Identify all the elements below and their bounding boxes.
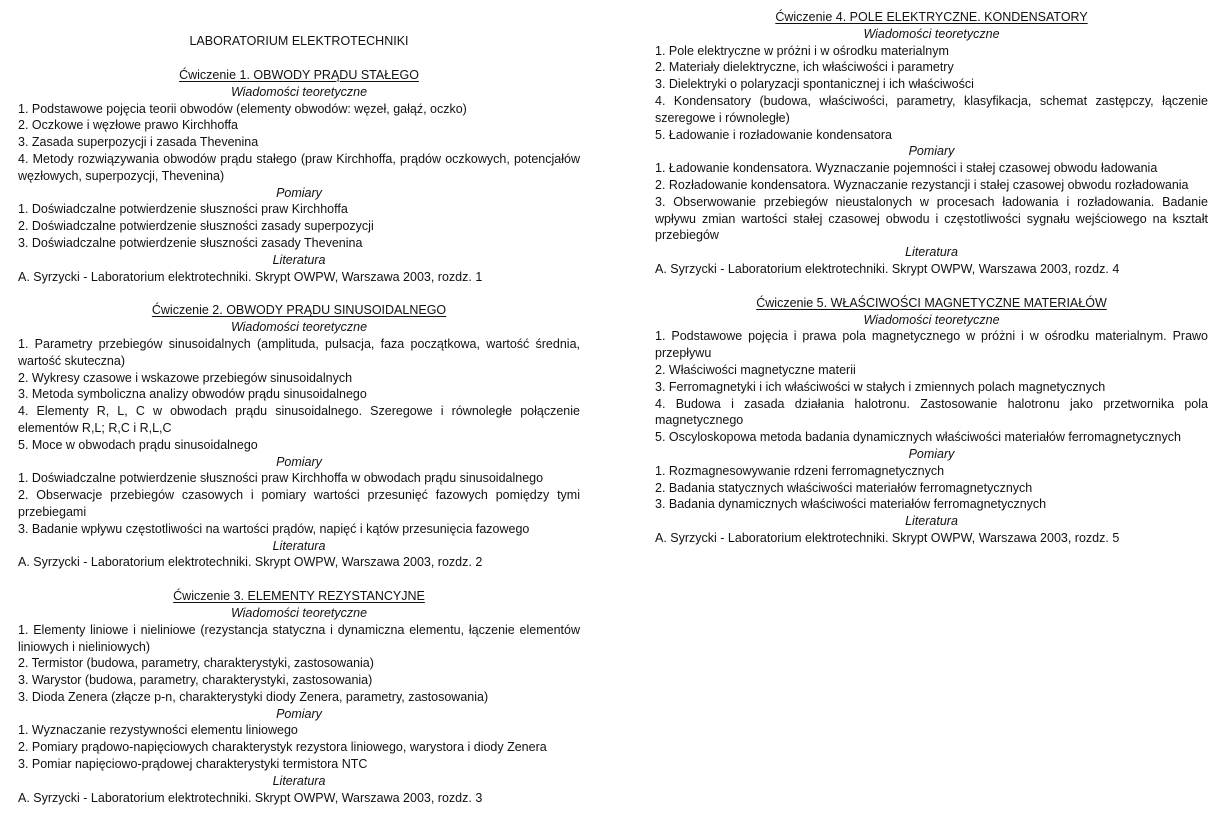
exercise-3-theory-item: 1. Elementy liniowe i nieliniowe (rezystancja statyczna i dynamiczna elementu, łączenie elementów liniowych i nieliniowych) bbox=[18, 622, 580, 654]
exercise-4-literature: A. Syrzycki - Laboratorium elektrotechniki. Skrypt OWPW, Warszawa 2003, rozdz. 4 bbox=[655, 261, 1120, 276]
exercise-4-theory-item: 4. Kondensatory (budowa, właściwości, parametry, klasyfikacja, schemat zastępczy, łączenie szeregowe i równoległe) bbox=[655, 93, 1208, 125]
exercise-1-theory-header: Wiadomości teoretyczne bbox=[230, 84, 368, 99]
exercise-3-measure-item: 1. Wyznaczanie rezystywności elementu liniowego bbox=[18, 723, 298, 738]
exercise-5-measure-item: 2. Badania statycznych właściwości materiałów ferromagnetycznych bbox=[655, 480, 1033, 495]
exercise-4-measure-item: 1. Ładowanie kondensatora. Wyznaczanie pojemności i stałej czasowej obwodu ładowania bbox=[655, 161, 1158, 176]
exercise-4-theory-header: Wiadomości teoretyczne bbox=[863, 26, 1000, 41]
exercise-2-theory-item: 2. Wykresy czasowe i wskazowe przebiegów sinusoidalnych bbox=[18, 370, 353, 385]
exercise-2-measure-item: 2. Obserwacje przebiegów czasowych i pomiary wartości przesunięć fazowych pomiędzy tymi przebiegami bbox=[18, 488, 580, 519]
exercise-5-theory-item: 1. Podstawowe pojęcia i prawa pola magnetycznego w próżni i w ośrodku materialnym. Prawo przepływu bbox=[655, 329, 1208, 361]
exercise-1-title: Ćwiczenie 1. OBWODY PRĄDU STAŁEGO bbox=[179, 68, 419, 82]
exercise-1-measure-header: Pomiary bbox=[276, 185, 322, 200]
exercise-1-theory-item: 2. Oczkowe i węzłowe prawo Kirchhoffa bbox=[18, 118, 239, 133]
exercise-3 bbox=[18, 588, 580, 806]
exercise-1 bbox=[18, 67, 580, 285]
exercise-3-theory-item: 3. Dioda Zenera (złącze p-n, charakterystyki diody Zenera, parametry, zastosowania) bbox=[18, 689, 489, 704]
exercise-2-literature-header: Literatura bbox=[272, 538, 326, 553]
exercise-4-literature-header: Literatura bbox=[905, 245, 958, 260]
exercise-5 bbox=[655, 295, 1208, 547]
exercise-1-measure-item: 3. Doświadczalne potwierdzenie słuszności zasady Thevenina bbox=[18, 235, 363, 250]
exercise-2-title: Ćwiczenie 2. OBWODY PRĄDU SINUSOIDALNEGO bbox=[151, 303, 447, 318]
exercise-2-literature: A. Syrzycki - Laboratorium elektrotechniki. Skrypt OWPW, Warszawa 2003, rozdz. 2 bbox=[18, 555, 483, 570]
exercise-3-measure-header: Pomiary bbox=[276, 706, 322, 721]
exercise-3-measure-item: 2. Pomiary prądowo-napięciowych charakterystyk rezystora liniowego, warystora i diody Zenera bbox=[18, 740, 547, 755]
exercise-5-theory-header: Wiadomości teoretyczne bbox=[863, 312, 1000, 327]
exercise-5-literature-header: Literatura bbox=[905, 514, 958, 529]
exercise-4-theory-item: 3. Dielektryki o polaryzacji spontanicznej i ich właściwości bbox=[655, 77, 974, 92]
exercise-2-theory-header: Wiadomości teoretyczne bbox=[230, 320, 368, 335]
exercise-1-theory-item: 3. Zasada superpozycji i zasada Thevenina bbox=[18, 135, 259, 150]
exercise-2-measure-header: Pomiary bbox=[276, 454, 322, 469]
exercise-3-literature-header: Literatura bbox=[272, 773, 326, 788]
exercise-4-measure-header: Pomiary bbox=[908, 144, 955, 159]
exercise-5-theory-item: 3. Ferromagnetyki i ich właściwości w stałych i zmiennych polach magnetycznych bbox=[655, 379, 1106, 394]
exercise-3-theory-item: 3. Warystor (budowa, parametry, charakterystyki, zastosowania) bbox=[18, 673, 373, 688]
exercise-3-measure-item: 3. Pomiar napięciowo-prądowej charakterystyki termistora NTC bbox=[18, 757, 368, 772]
exercise-5-measure-item: 1. Rozmagnesowywanie rdzeni ferromagnetycznych bbox=[655, 463, 945, 478]
exercise-3-title: Ćwiczenie 3. ELEMENTY REZYSTANCYJNE bbox=[173, 589, 425, 604]
exercise-4-theory-item: 5. Ładowanie i rozładowanie kondensatora bbox=[655, 127, 892, 142]
document-title: LABORATORIUM ELEKTROTECHNIKI bbox=[189, 34, 409, 48]
exercise-2-measure-item: 3. Badanie wpływu częstotliwości na wartości prądów, napięć i kątów przesunięcia fazowego bbox=[18, 521, 530, 536]
exercise-1-theory-item: 1. Podstawowe pojęcia teorii obwodów (elementy obwodów: węzeł, gałąź, oczko) bbox=[18, 101, 467, 116]
exercise-5-measure-item: 3. Badania dynamicznych właściwości materiałów ferromagnetycznych bbox=[655, 497, 1047, 512]
exercise-4-theory-item: 1. Pole elektryczne w próżni i w ośrodku materialnym bbox=[655, 43, 949, 58]
exercise-1-theory-item: 4. Metody rozwiązywania obwodów prądu stałego (praw Kirchhoffa, prądów oczkowych, potencjałów węzłowych, superpozycji, Thevenina) bbox=[18, 151, 580, 183]
exercise-3-literature: A. Syrzycki - Laboratorium elektrotechniki. Skrypt OWPW, Warszawa 2003, rozdz. 3 bbox=[18, 790, 483, 805]
exercise-5-theory-item: 4. Budowa i zasada działania halotronu. Zastosowanie halotronu jako przetwornika pola magnetycznego bbox=[655, 396, 1208, 428]
right-column bbox=[655, 0, 1208, 547]
exercise-4-measure-item: 3. Obserwowanie przebiegów nieustalonych w procesach ładowania i rozładowania. Badanie wpływu zmian wartości stałej czasowej obwodu i częstotliwości sygnału wejściowego na kształt przebiegów bbox=[655, 194, 1208, 243]
exercise-5-theory-item: 5. Oscyloskopowa metoda badania dynamicznych właściwości materiałów ferromagnetycznych bbox=[655, 430, 1181, 445]
exercise-4-title: Ćwiczenie 4. POLE ELEKTRYCZNE. KONDENSATORY bbox=[775, 10, 1088, 24]
exercise-2-theory-item: 3. Metoda symboliczna analizy obwodów prądu sinusoidalnego bbox=[18, 387, 367, 402]
exercise-5-title: Ćwiczenie 5. WŁAŚCIWOŚCI MAGNETYCZNE MATERIAŁÓW bbox=[756, 295, 1107, 310]
exercise-4-theory-item: 2. Materiały dielektryczne, ich właściwości i parametry bbox=[655, 60, 954, 75]
exercise-2-theory-item: 5. Moce w obwodach prądu sinusoidalnego bbox=[18, 437, 258, 452]
exercise-4-measure-item: 2. Rozładowanie kondensatora. Wyznaczanie rezystancji i stałej czasowej obwodu rozładowania bbox=[655, 177, 1189, 192]
exercise-1-literature: A. Syrzycki - Laboratorium elektrotechniki. Skrypt OWPW, Warszawa 2003, rozdz. 1 bbox=[18, 269, 483, 284]
exercise-4 bbox=[655, 9, 1208, 278]
exercise-1-measure-item: 2. Doświadczalne potwierdzenie słuszności zasady superpozycji bbox=[18, 219, 374, 234]
exercise-2-measure-item: 1. Doświadczalne potwierdzenie słuszności praw Kirchhoffa w obwodach prądu sinusoidalnego bbox=[18, 471, 544, 486]
exercise-2 bbox=[18, 302, 580, 571]
exercise-2-theory-item: 1. Parametry przebiegów sinusoidalnych (amplituda, pulsacja, faza początkowa, wartość średnia, wartość skuteczna) bbox=[18, 336, 580, 368]
left-column bbox=[18, 0, 580, 806]
exercise-2-theory-item: 4. Elementy R, L, C w obwodach prądu sinusoidalnego. Szeregowe i równoległe połączenie elementów R,L; R,C i R,L,C bbox=[18, 404, 580, 435]
exercise-1-measure-item: 1. Doświadczalne potwierdzenie słuszności praw Kirchhoffa bbox=[18, 202, 348, 217]
exercise-5-literature: A. Syrzycki - Laboratorium elektrotechniki. Skrypt OWPW, Warszawa 2003, rozdz. 5 bbox=[655, 530, 1120, 545]
exercise-3-theory-item: 2. Termistor (budowa, parametry, charakterystyki, zastosowania) bbox=[18, 656, 374, 671]
exercise-5-theory-item: 2. Właściwości magnetyczne materii bbox=[655, 362, 856, 377]
exercise-5-measure-header: Pomiary bbox=[908, 446, 955, 461]
exercise-1-literature-header: Literatura bbox=[272, 252, 326, 267]
exercise-3-theory-header: Wiadomości teoretyczne bbox=[230, 605, 368, 620]
